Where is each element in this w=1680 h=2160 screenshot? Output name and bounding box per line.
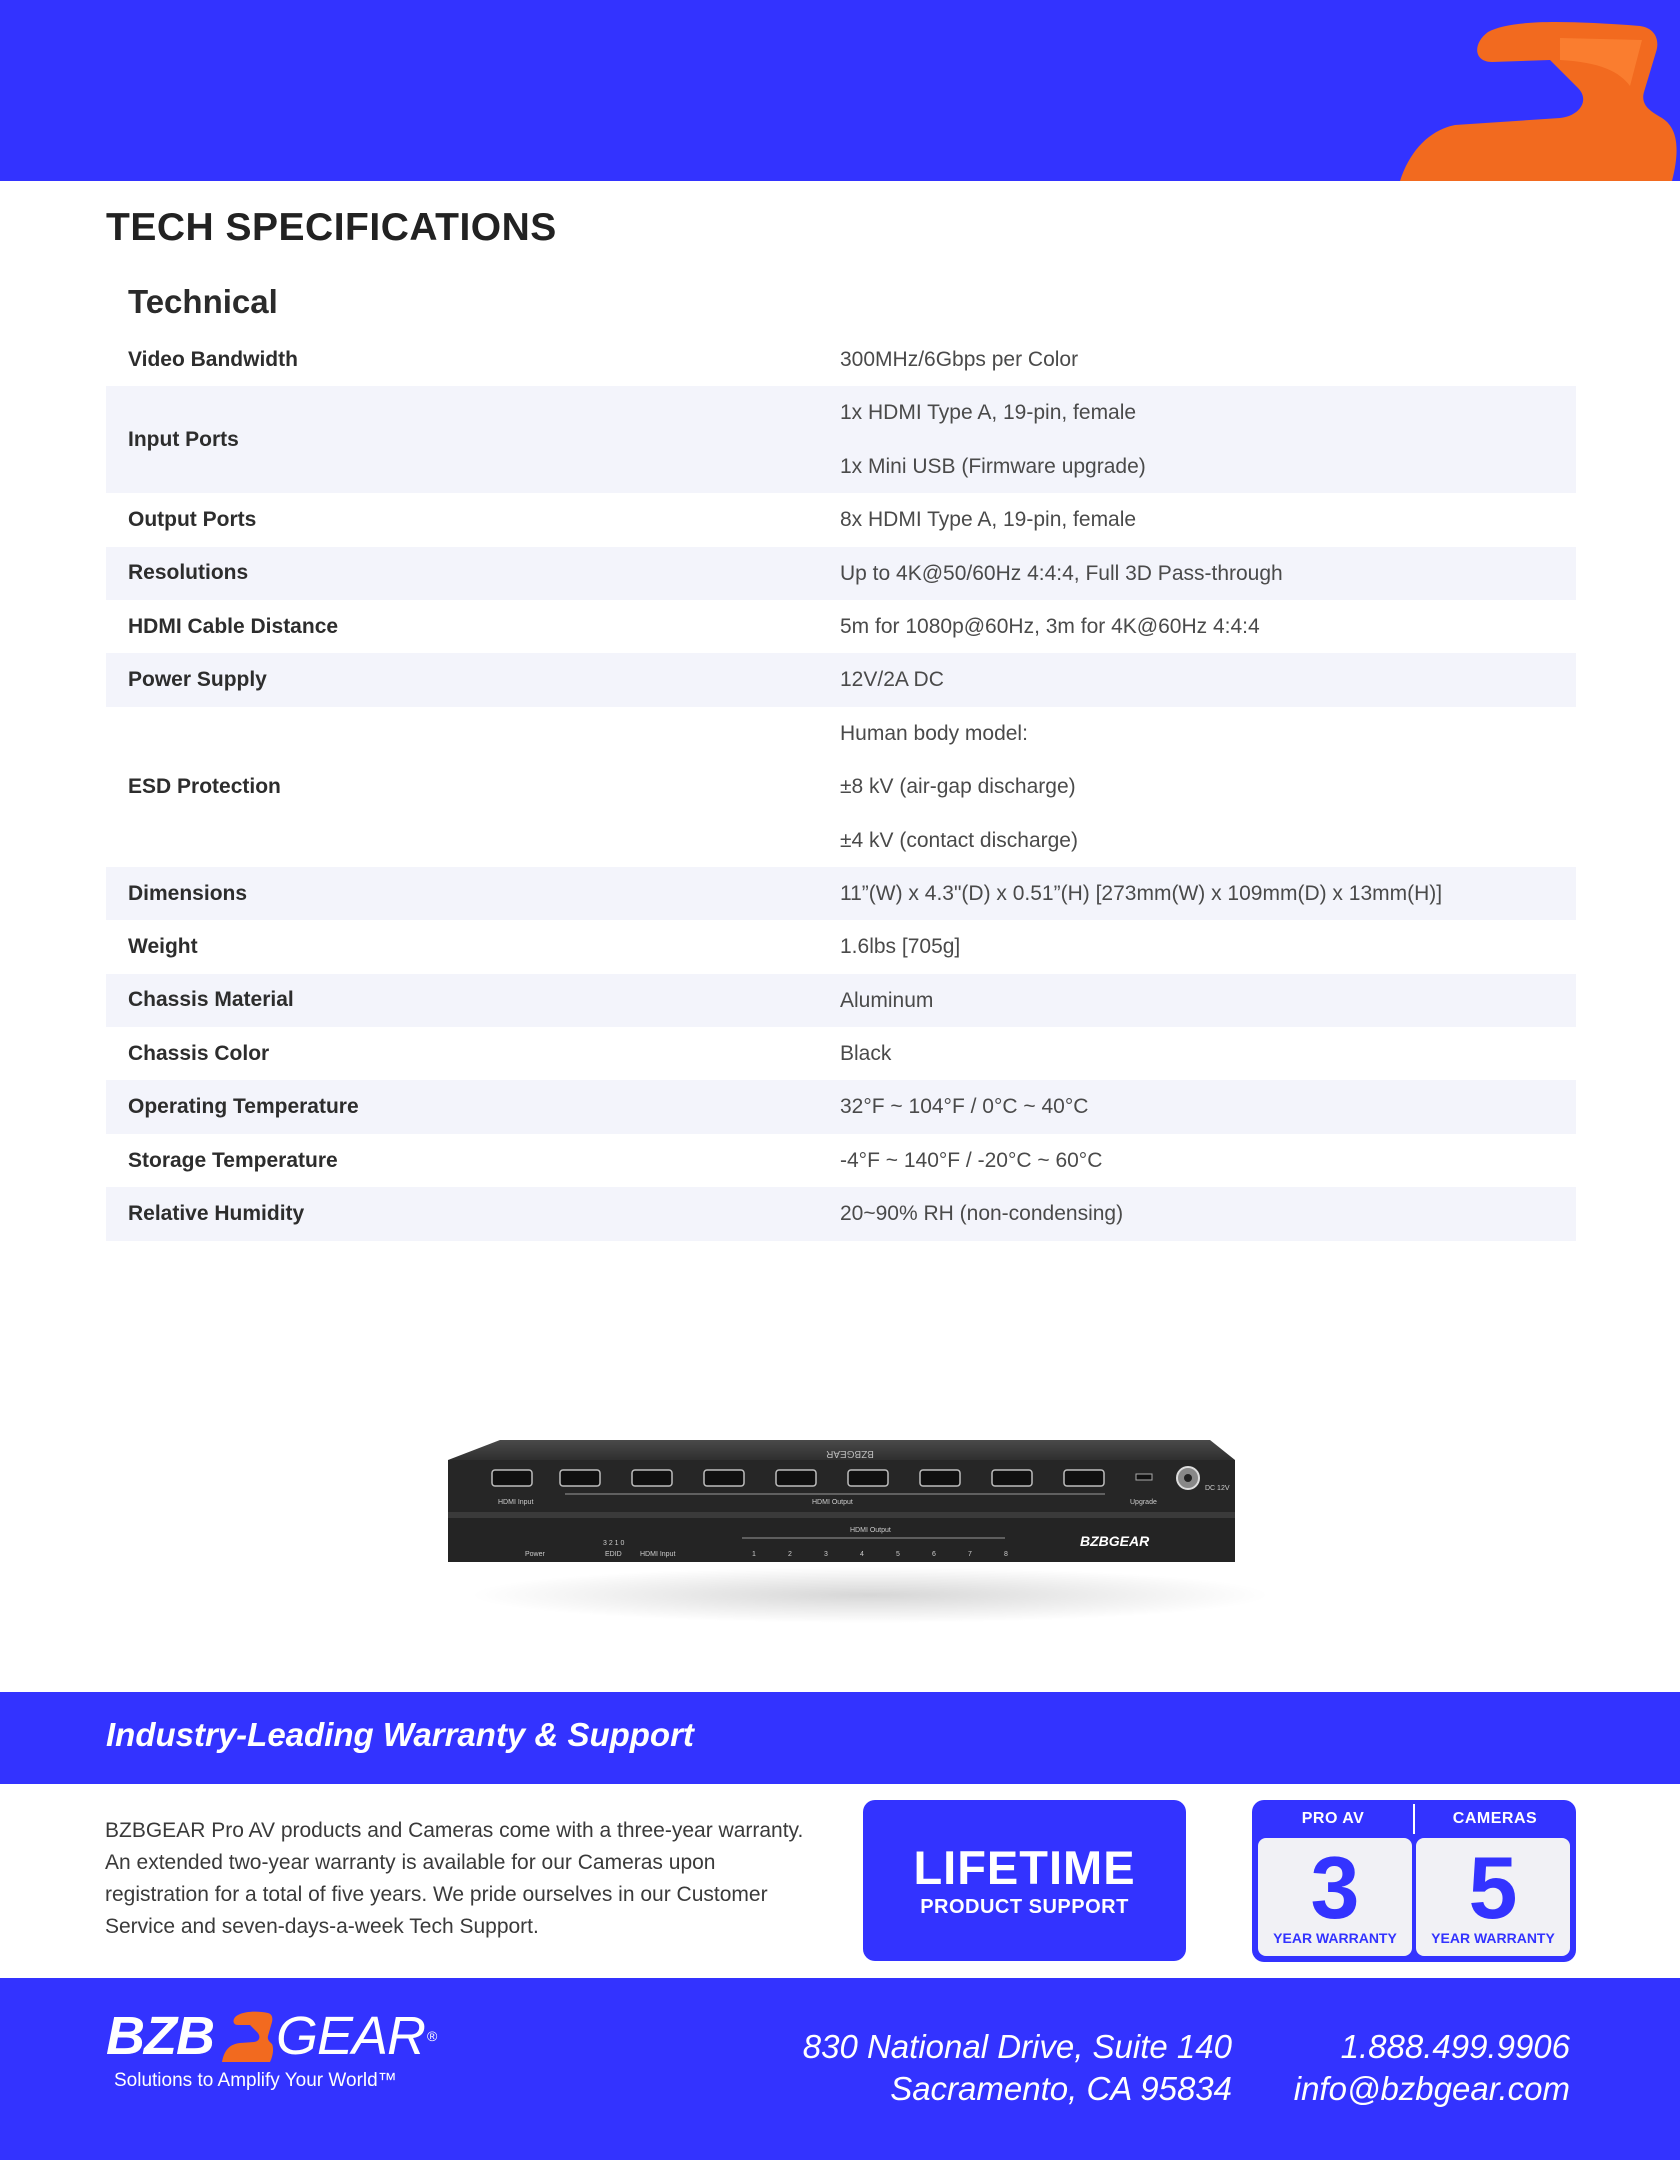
spec-row (106, 707, 1576, 867)
spec-label: HDMI Cable Distance (128, 614, 339, 638)
spec-values (840, 974, 1576, 1027)
bzbgear-logo-icon (216, 2010, 274, 2062)
spec-label: Power Supply (128, 668, 267, 692)
spec-label: Chassis Material (128, 988, 294, 1012)
spec-label: Output Ports (128, 507, 257, 531)
hdmi-port-icon (632, 1470, 672, 1486)
spec-row (106, 920, 1576, 973)
warranty-title: Industry-Leading Warranty & Support (106, 1716, 694, 1753)
badge-years: 5 (1468, 1838, 1518, 1937)
spec-value: -4°F ~ 140°F / -20°C ~ 60°C (840, 1148, 1103, 1172)
spec-label: ESD Protection (128, 774, 281, 798)
spec-value: Black (840, 1042, 892, 1066)
product-label-front-hdmi-input: HDMI Input (640, 1551, 676, 1558)
spec-values (840, 1134, 1576, 1187)
spec-values (840, 547, 1576, 600)
port-number-label: 4 (860, 1551, 864, 1558)
port-number-label: 2 (788, 1551, 792, 1558)
badge-subtitle: YEAR WARRANTY (1431, 1930, 1555, 1946)
spec-values (840, 1027, 1576, 1080)
hdmi-port-icon (1064, 1470, 1104, 1486)
hdmi-port-icon (992, 1470, 1032, 1486)
product-label-hdmi-output: HDMI Output (812, 1499, 853, 1506)
spec-row (106, 867, 1576, 920)
spec-label: Video Bandwidth (128, 347, 298, 371)
cameras-warranty-badge (1414, 1800, 1576, 1962)
port-number-label: 3 (824, 1551, 828, 1558)
spec-values (840, 653, 1576, 706)
spec-row (106, 1187, 1576, 1240)
lifetime-support-badge (863, 1800, 1186, 1961)
spec-label: Weight (128, 934, 198, 958)
product-label-edid: EDID (605, 1551, 622, 1558)
spec-values (840, 707, 1576, 867)
badge-heading: PRO AV (1301, 1810, 1365, 1827)
spec-label: Storage Temperature (128, 1148, 338, 1172)
port-number-label: 1 (752, 1551, 756, 1558)
hdmi-port-icon (704, 1470, 744, 1486)
product-label-hdmi-input: HDMI Input (498, 1499, 534, 1506)
badge-card (1258, 1838, 1412, 1956)
contact (1294, 2026, 1570, 2110)
warranty-badges (1252, 1800, 1576, 1962)
registered-mark: ® (427, 2028, 438, 2044)
usb-port-icon (1136, 1474, 1152, 1480)
spec-row (106, 653, 1576, 706)
section-title: Technical (128, 283, 278, 320)
product-top-brand: BZBGEAR (826, 1448, 874, 1459)
spec-row (106, 1080, 1576, 1133)
spec-value: 8x HDMI Type A, 19-pin, female (840, 508, 1137, 532)
warranty-text: BZBGEAR Pro AV products and Cameras come with a three-year warranty. An extended two-year warranty is available for our Cameras upon registration for a total of five years. We pride ourselves in our Customer Service and seven-days-a-week Tech Support. (105, 1819, 804, 1938)
port-number-label: 8 (1004, 1551, 1008, 1558)
spec-label: Resolutions (128, 561, 249, 585)
spec-value: Aluminum (840, 988, 934, 1012)
spec-value: 1x Mini USB (Firmware upgrade) (840, 454, 1146, 478)
product-support-label: PRODUCT SUPPORT (920, 1896, 1129, 1918)
spec-values (840, 333, 1576, 386)
footer (0, 1978, 1680, 2160)
spec-values (840, 867, 1576, 920)
email-link[interactable]: info@bzbgear.com (1293, 2070, 1570, 2107)
badge-years: 3 (1310, 1838, 1360, 1937)
spec-row (106, 333, 1576, 386)
spec-value: 300MHz/6Gbps per Color (840, 348, 1079, 371)
hdmi-port-icon (848, 1470, 888, 1486)
brand-logo (106, 2006, 437, 2066)
product-label-dc: DC 12V (1205, 1485, 1230, 1492)
spec-values (840, 600, 1576, 653)
spec-table (106, 333, 1576, 1241)
port-number-label: 6 (932, 1551, 936, 1558)
pro-av-warranty-badge (1252, 1800, 1414, 1962)
spec-values (840, 1080, 1576, 1133)
port-number-label: 7 (968, 1551, 972, 1558)
spec-values (840, 920, 1576, 973)
brand-name-right: GEAR (275, 2006, 426, 2066)
spec-label: Chassis Color (128, 1041, 270, 1065)
address-line-2: Sacramento, CA 95834 (890, 2070, 1232, 2107)
product-label-power: Power (525, 1551, 545, 1558)
spec-row (106, 493, 1576, 546)
spec-row (106, 547, 1576, 600)
badge-card (1416, 1838, 1570, 1956)
spec-label: Operating Temperature (128, 1095, 359, 1119)
lifetime-label: LIFETIME (913, 1841, 1136, 1894)
spec-value: Up to 4K@50/60Hz 4:4:4, Full 3D Pass-through (840, 561, 1283, 585)
spec-row (106, 1027, 1576, 1080)
spec-row (106, 974, 1576, 1027)
address-line-1: 830 National Drive, Suite 140 (802, 2028, 1232, 2065)
spec-row (106, 1134, 1576, 1187)
spec-value: 5m for 1080p@60Hz, 3m for 4K@60Hz 4:4:4 (840, 614, 1260, 638)
hdmi-port-icon (776, 1470, 816, 1486)
hdmi-port-icon (920, 1470, 960, 1486)
spec-value: 32°F ~ 104°F / 0°C ~ 40°C (840, 1095, 1089, 1119)
spec-label: Dimensions (128, 881, 248, 905)
product-image (430, 1390, 1290, 1630)
warranty-bar (0, 1692, 1680, 1784)
address (803, 2026, 1232, 2110)
product-label-edid-switch: 3 2 1 0 (603, 1540, 625, 1547)
spec-value: Human body model: (840, 721, 1028, 745)
brand-tagline: Solutions to Amplify Your World™ (114, 2070, 397, 2091)
spec-values (840, 493, 1576, 546)
product-label-upgrade: Upgrade (1130, 1499, 1157, 1506)
spec-value: ±8 kV (air-gap discharge) (840, 775, 1076, 799)
spec-value: 11”(W) x 4.3"(D) x 0.51”(H) [273mm(W) x 109mm(D) x 13mm(H)] (840, 881, 1443, 905)
port-number-label: 5 (896, 1551, 900, 1558)
badge-subtitle: YEAR WARRANTY (1273, 1930, 1397, 1946)
hdmi-port-icon (492, 1470, 532, 1486)
spec-value: 1.6lbs [705g] (840, 935, 961, 959)
spec-value: 20~90% RH (non-condensing) (840, 1202, 1124, 1226)
spec-value: ±4 kV (contact discharge) (840, 828, 1078, 852)
spec-label: Input Ports (128, 427, 239, 451)
hdmi-port-icon (560, 1470, 600, 1486)
bzbgear-logo-mark-icon (1260, 0, 1680, 181)
header-band (0, 0, 1680, 181)
product-front-brand: BZBGEAR (1080, 1533, 1150, 1549)
spec-row (106, 600, 1576, 653)
spec-values (840, 1187, 1576, 1240)
spec-value: 12V/2A DC (840, 668, 944, 692)
spec-row (106, 386, 1576, 493)
badge-heading: CAMERAS (1452, 1810, 1538, 1827)
page-title: TECH SPECIFICATIONS (106, 206, 557, 249)
spec-value: 1x HDMI Type A, 19-pin, female (840, 401, 1137, 425)
brand-name-left: BZB (106, 2006, 214, 2066)
phone-number[interactable]: 1.888.499.9906 (1340, 2028, 1570, 2065)
spec-values (840, 386, 1576, 493)
spec-label: Relative Humidity (128, 1201, 305, 1225)
product-label-front-hdmi-output: HDMI Output (850, 1527, 891, 1534)
